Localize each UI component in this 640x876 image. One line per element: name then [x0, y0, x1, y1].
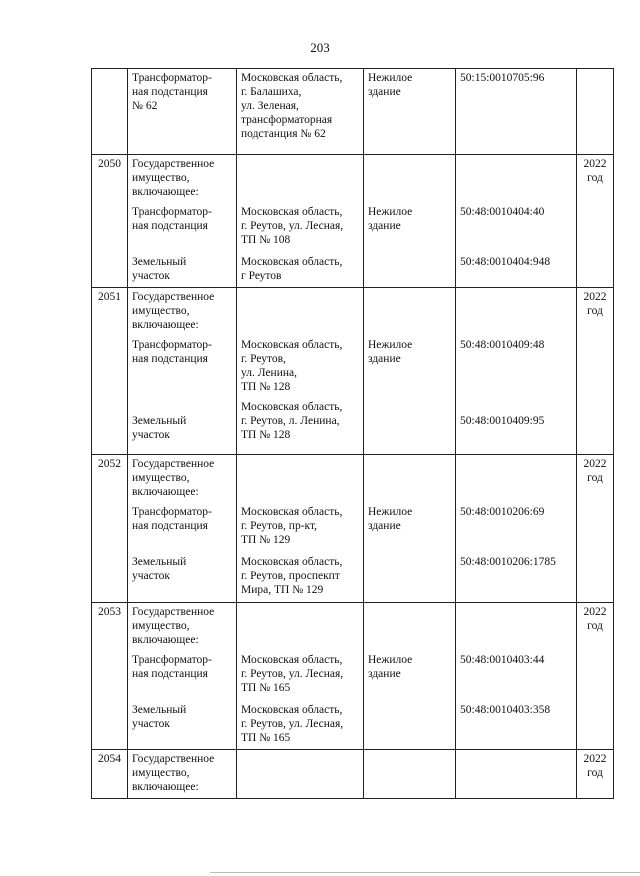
cell-number: [92, 155, 128, 204]
cell-property-name-text: Государственное имущество, включающее:: [132, 291, 215, 331]
cell-property-name: [128, 69, 237, 155]
cell-property-name: [128, 336, 237, 398]
cell-cadastral-number: [456, 701, 577, 750]
cell-property-name-text: Государственное имущество, включающее:: [132, 606, 215, 646]
property-registry-table: [91, 68, 614, 799]
cell-object-type: [364, 69, 456, 155]
cell-year: [577, 336, 614, 398]
cell-year-text: 2022 год: [583, 291, 607, 317]
cell-address-text: Московская область, г. Реутов, проспекпт Мира, ТП № 129: [241, 555, 343, 596]
cell-object-type: [364, 336, 456, 398]
cell-year: [577, 398, 614, 454]
cell-year-text: 2022 год: [583, 457, 607, 484]
cell-property-name-text: Земельный участок: [132, 704, 187, 730]
cell-cadastral-number: [456, 398, 577, 454]
registry-body: [92, 69, 614, 799]
cell-cadastral-number: [456, 651, 577, 701]
cell-address-text: Московская область, г Реутов: [241, 256, 343, 282]
cell-address: [237, 651, 364, 701]
cell-property-name: [128, 253, 237, 288]
cell-number: [92, 69, 128, 155]
table-row: [92, 750, 614, 799]
cell-property-name-text: Земельный участок: [132, 415, 187, 441]
cell-number: [92, 336, 128, 398]
cell-object-type: [364, 398, 456, 454]
cell-property-name: [128, 398, 237, 454]
cell-property-name: [128, 701, 237, 750]
cell-number: [92, 398, 128, 454]
cell-address-text: Московская область, г. Реутов, ул. Лесная, ТП № 165: [241, 704, 344, 744]
cell-cadastral-number: [456, 503, 577, 553]
cell-property-name: [128, 155, 237, 204]
cell-address-text: Московская область, г. Реутов, л. Ленина, ТП № 128: [241, 401, 343, 441]
cell-object-type: [364, 750, 456, 799]
cell-property-name-text: Трансформатор- ная подстанция: [132, 206, 212, 232]
cell-year: [577, 701, 614, 750]
cell-property-name-text: Трансформатор- ная подстанция: [132, 339, 212, 365]
cell-property-name: [128, 750, 237, 799]
cell-address-text: Московская область, г. Реутов, ул. Ленина, ТП № 128: [241, 339, 343, 393]
cell-object-type: [364, 553, 456, 603]
cell-number: [92, 603, 128, 652]
cell-number-text: 2050: [98, 158, 121, 170]
cell-year: [577, 288, 614, 337]
cell-cadastral-number: [456, 603, 577, 652]
cell-number-text: 2053: [98, 606, 121, 618]
cell-year: [577, 155, 614, 204]
table-row: [92, 701, 614, 750]
cell-address: [237, 69, 364, 155]
cell-year: [577, 454, 614, 503]
cell-address: [237, 253, 364, 288]
cell-number-text: 2051: [98, 291, 121, 303]
cell-cadastral-number: [456, 750, 577, 799]
cell-number: [92, 288, 128, 337]
table-row: [92, 398, 614, 454]
cell-object-type: [364, 454, 456, 503]
cell-object-type: [364, 603, 456, 652]
cell-cadastral-number: [456, 203, 577, 253]
cell-number-text: 2052: [98, 457, 121, 470]
cell-address-text: Московская область, г. Реутов, ул. Лесная, ТП № 165: [241, 654, 344, 694]
cell-property-name: [128, 203, 237, 253]
cell-object-type-text: Нежилое здание: [368, 505, 413, 532]
cell-address: [237, 750, 364, 799]
cell-property-name-text: Трансформатор- ная подстанция: [132, 654, 212, 680]
cell-property-name: [128, 553, 237, 603]
cell-number: [92, 553, 128, 603]
cell-property-name: [128, 454, 237, 503]
table-row: [92, 603, 614, 652]
table-row: [92, 69, 614, 155]
cell-address-text: Московская область, г. Реутов, пр-кт, ТП № 129: [241, 505, 343, 546]
cell-address: [237, 454, 364, 503]
cell-address: [237, 203, 364, 253]
cell-cadastral-number-text: 50:48:0010409:95: [460, 415, 545, 427]
cell-cadastral-number: [456, 336, 577, 398]
cell-number: [92, 701, 128, 750]
cell-object-type-text: Нежилое здание: [368, 72, 413, 98]
cell-year: [577, 203, 614, 253]
cell-address: [237, 336, 364, 398]
bottom-rule: [210, 872, 640, 873]
cell-property-name-text: Трансформатор- ная подстанция: [132, 505, 212, 532]
cell-number: [92, 750, 128, 799]
cell-property-name: [128, 503, 237, 553]
table-row: [92, 454, 614, 503]
table-row: [92, 155, 614, 204]
cell-property-name: [128, 603, 237, 652]
cell-object-type: [364, 651, 456, 701]
cell-property-name: [128, 651, 237, 701]
cell-year: [577, 553, 614, 603]
table-row: [92, 503, 614, 553]
cell-address: [237, 503, 364, 553]
cell-property-name-text: Земельный участок: [132, 256, 187, 282]
cell-cadastral-number: [456, 253, 577, 288]
cell-cadastral-number-text: 50:48:0010409:48: [460, 339, 545, 351]
cell-property-name-text: Государственное имущество, включающее:: [132, 457, 215, 498]
cell-object-type: [364, 203, 456, 253]
table-row: [92, 553, 614, 603]
cell-cadastral-number: [456, 288, 577, 337]
cell-address: [237, 603, 364, 652]
cell-year-text: 2022 год: [583, 606, 607, 632]
table-row: [92, 288, 614, 337]
cell-number: [92, 203, 128, 253]
table-row: [92, 336, 614, 398]
cell-cadastral-number: [456, 155, 577, 204]
cell-cadastral-number-text: 50:48:0010403:44: [460, 654, 545, 666]
cell-address-text: Московская область, г. Балашиха, ул. Зеленая, трансформаторная подстанция № 62: [241, 72, 343, 140]
table-row: [92, 651, 614, 701]
cell-object-type-text: Нежилое здание: [368, 339, 413, 365]
cell-number-text: 2054: [98, 753, 121, 765]
cell-address: [237, 553, 364, 603]
cell-property-name-text: Трансформатор- ная подстанция № 62: [132, 72, 212, 112]
cell-number: [92, 651, 128, 701]
cell-cadastral-number-text: 50:48:0010404:40: [460, 206, 545, 218]
cell-number: [92, 454, 128, 503]
cell-address: [237, 398, 364, 454]
cell-address-text: Московская область, г. Реутов, ул. Лесная, ТП № 108: [241, 206, 344, 246]
cell-address: [237, 701, 364, 750]
cell-year: [577, 503, 614, 553]
cell-object-type: [364, 155, 456, 204]
cell-cadastral-number-text: 50:48:0010404:948: [460, 256, 551, 268]
cell-cadastral-number-text: 50:48:0010206:1785: [460, 555, 556, 568]
table-row: [92, 203, 614, 253]
cell-year: [577, 750, 614, 799]
cell-object-type: [364, 503, 456, 553]
cell-property-name-text: Государственное имущество, включающее:: [132, 753, 215, 793]
cell-object-type-text: Нежилое здание: [368, 206, 413, 232]
cell-cadastral-number: [456, 69, 577, 155]
cell-object-type-text: Нежилое здание: [368, 654, 413, 680]
cell-cadastral-number: [456, 553, 577, 603]
cell-year-text: 2022 год: [583, 753, 607, 779]
cell-property-name-text: Государственное имущество, включающее:: [132, 158, 215, 198]
cell-year: [577, 651, 614, 701]
cell-number: [92, 253, 128, 288]
cell-year: [577, 253, 614, 288]
cell-address: [237, 155, 364, 204]
cell-year: [577, 69, 614, 155]
cell-object-type: [364, 701, 456, 750]
cell-cadastral-number: [456, 454, 577, 503]
cell-object-type: [364, 288, 456, 337]
cell-property-name: [128, 288, 237, 337]
cell-cadastral-number-text: 50:15:0010705:96: [460, 72, 545, 84]
cell-object-type: [364, 253, 456, 288]
cell-cadastral-number-text: 50:48:0010206:69: [460, 505, 545, 518]
cell-year: [577, 603, 614, 652]
cell-cadastral-number-text: 50:48:0010403:358: [460, 704, 551, 716]
cell-property-name-text: Земельный участок: [132, 555, 187, 582]
cell-number: [92, 503, 128, 553]
cell-year-text: 2022 год: [583, 158, 607, 184]
table-row: [92, 253, 614, 288]
page-number: 203: [310, 40, 330, 55]
cell-address: [237, 288, 364, 337]
